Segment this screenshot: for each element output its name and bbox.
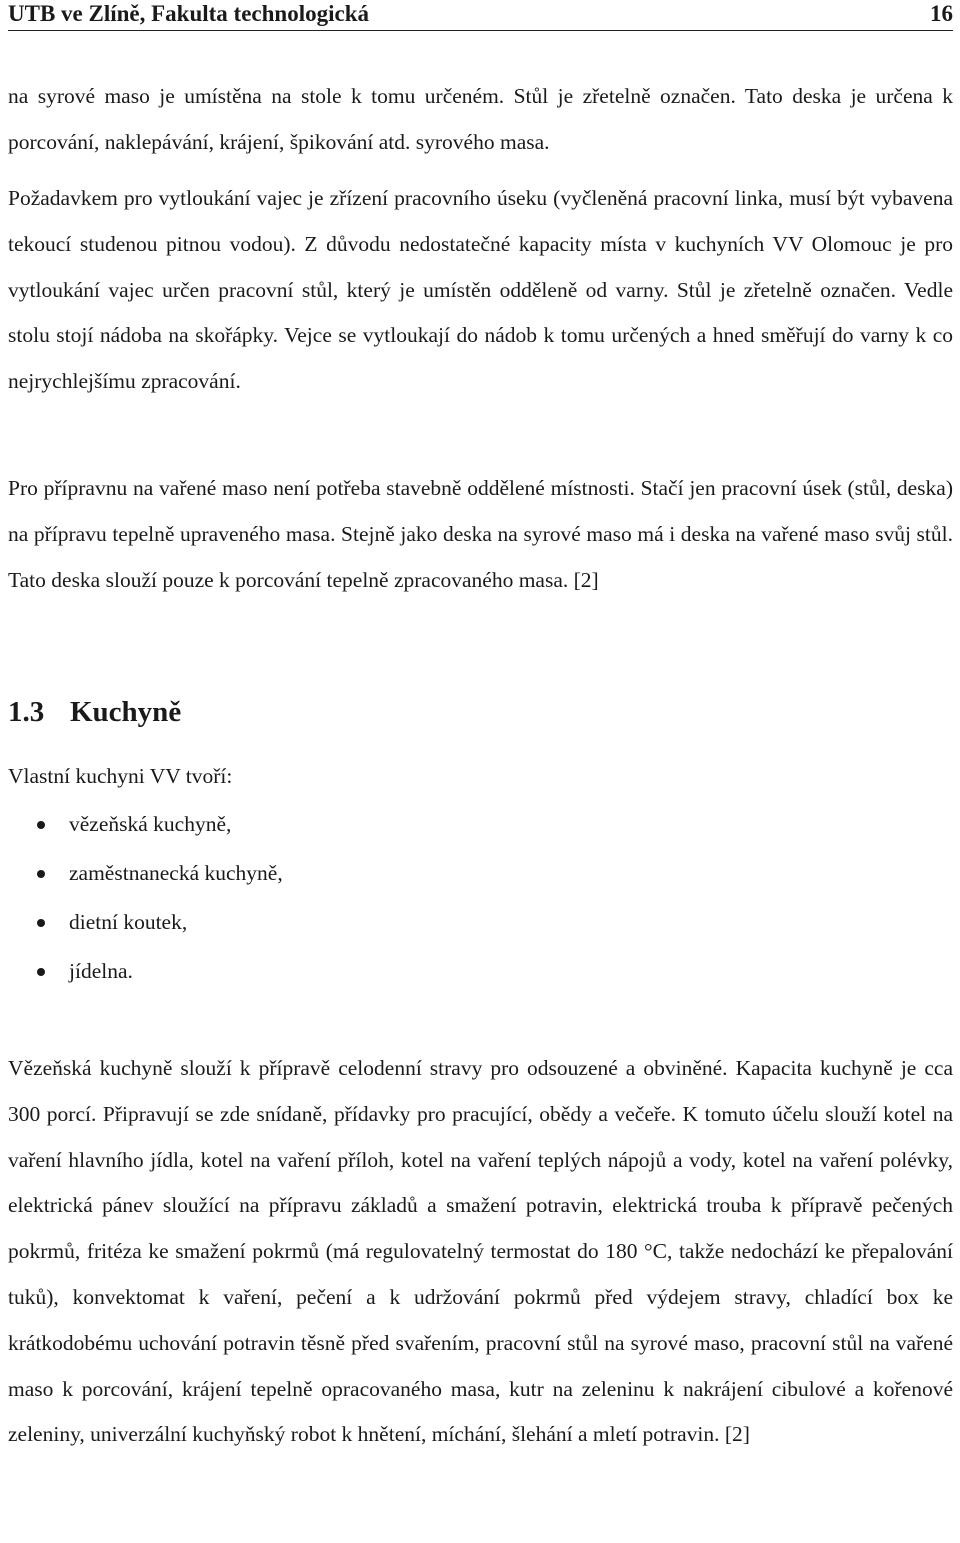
header-title: UTB ve Zlíně, Fakulta technologická — [8, 1, 369, 26]
list-item — [0, 849, 283, 898]
paragraph-raw-meat-board: na syrové maso je umístěna na stole k tomu určeném. Stůl je zřetelně označen. Tato deska je určena k porcování, naklepávání, krájení, špikování atd. syrového masa. — [8, 84, 953, 154]
kitchen-list — [0, 800, 283, 996]
list-item — [0, 947, 283, 996]
list-item-label: jídelna. — [69, 959, 133, 983]
bullet-icon — [37, 821, 45, 829]
list-intro: Vlastní kuchyni VV tvoří: — [8, 764, 233, 788]
list-item — [0, 800, 283, 849]
section-title: Kuchyně — [70, 696, 182, 728]
section-number: 1.3 — [8, 696, 45, 728]
page-number: 16 — [930, 1, 953, 26]
paragraph-prison-kitchen: Vězeňská kuchyně slouží k přípravě celodenní stravy pro odsouzené a obviněné. Kapacita kuchyně je cca 300 porcí. Připravují se zde snídaně, přídavky pro pracující, obědy a večeře. K tomuto účelu slouží kotel na vaření hlavního jídla, kotel na vaření příloh, kotel na vaření teplých nápojů a vody, kotel na vaření polévky, elektrická pánev sloužící na přípravu základů a smažení potravin, elektrická trouba k přípravě pečených pokrmů, fritéza ke smažení pokrmů (má regulovatelný termostat do 180 °C, takže nedochází ke přepalování tuků), konvektomat k vaření, pečení a k udržování pokrmů před výdejem stravy, chladící box ke krátkodobému uchování potravin těsně před svařením, pracovní stůl na syrové maso, pracovní stůl na vařené maso k porcování, krájení tepelně opracovaného masa, kutr na zeleninu k nakrájení cibulové a kořenové zeleniny, univerzální kuchyňský robot k hnětení, míchání, šlehání a mletí potravin. [2] — [8, 1056, 953, 1447]
bullet-icon — [37, 870, 45, 878]
list-item — [0, 898, 283, 947]
running-header — [8, 0, 953, 31]
list-item-label: dietní koutek, — [69, 910, 188, 934]
paragraph-egg-cracking: Požadavkem pro vytloukání vajec je zřízení pracovního úseku (vyčleněná pracovní linka, musí být vybavena tekoucí studenou pitnou vodou). Z důvodu nedostatečné kapacity místa v kuchyních VV Olomouc je pro vytloukání vajec určen pracovní stůl, který je umístěn odděleně od varny. Stůl je zřetelně označen. Vedle stolu stojí nádoba na skořápky. Vejce se vytloukají do nádob k tomu určených a hned směřují do varny k co nejrychlejšímu zpracování. — [8, 186, 953, 394]
bullet-icon — [37, 919, 45, 927]
list-item-label: vězeňská kuchyně, — [69, 812, 232, 836]
list-item-label: zaměstnanecká kuchyně, — [69, 861, 283, 885]
bullet-icon — [37, 968, 45, 976]
section-heading — [8, 692, 181, 732]
paragraph-cooked-meat: Pro přípravnu na vařené maso není potřeba stavebně oddělené místnosti. Stačí jen pracovní úsek (stůl, deska) na přípravu tepelně upraveného masa. Stejně jako deska na syrové maso má i deska na vařené maso svůj stůl. Tato deska slouží pouze k porcování tepelně zpracovaného masa. [2] — [8, 476, 953, 592]
